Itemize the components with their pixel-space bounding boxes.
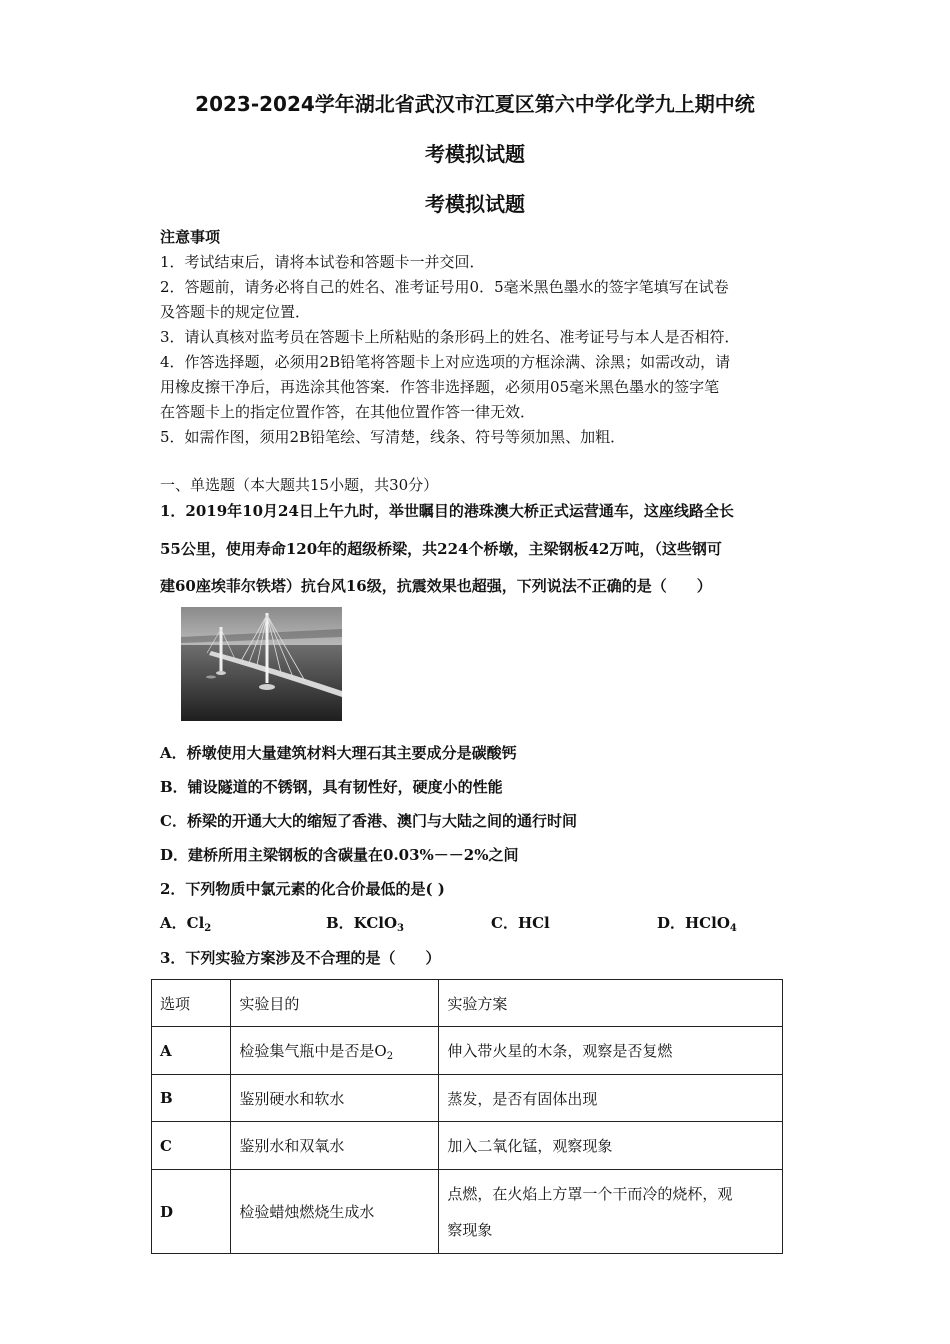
section-heading: 一、单选题（本大题共15小题，共30分） — [160, 476, 439, 494]
q1-option-a: A．桥墩使用大量建筑材料大理石其主要成分是碳酸钙 — [160, 744, 517, 762]
row-plan: 点燃，在火焰上方罩一个干而冷的烧杯，观 察现象 — [439, 1170, 783, 1254]
q2-stem: 2．下列物质中氯元素的化合价最低的是( ) — [160, 880, 445, 898]
row-plan: 加入二氧化锰，观察现象 — [439, 1122, 783, 1170]
row-key: A — [152, 1027, 231, 1075]
row-purpose: 鉴别水和双氧水 — [231, 1122, 439, 1170]
notice-item: 及答题卡的规定位置． — [160, 303, 311, 321]
q2-options — [160, 912, 800, 934]
exam-title-line3: 考模拟试题 — [425, 192, 525, 216]
notice-item: 4．作答选择题，必须用2B铅笔将答题卡上对应选项的方框涂满、涂黑；如需改动，请 — [160, 353, 731, 371]
notice-heading: 注意事项 — [160, 228, 221, 246]
q3-stem: 3．下列实验方案涉及不合理的是（ ） — [160, 949, 441, 967]
table-row — [152, 1075, 783, 1122]
notice-item: 用橡皮擦干净后，再选涂其他答案．作答非选择题，必须用05毫米黑色墨水的签字笔 — [160, 378, 720, 396]
header-option: 选项 — [152, 980, 231, 1027]
q1-stem-line: 55公里，使用寿命120年的超级桥梁，共224个桥墩，主梁钢板42万吨，（这些钢可 — [160, 540, 722, 558]
notice-item: 5．如需作图，须用2B铅笔绘、写清楚，线条、符号等须加黑、加粗． — [160, 428, 626, 446]
q2-option-d: D．HClO$_4$ — [657, 914, 737, 934]
bridge-photo — [181, 607, 342, 721]
exam-title-line1: 2023-2024学年湖北省武汉市江夏区第六中学化学九上期中统 — [195, 92, 755, 116]
row-plan: 蒸发，是否有固体出现 — [439, 1075, 783, 1122]
header-plan: 实验方案 — [439, 980, 783, 1027]
q2-option-b: B．KClO$_3$ — [326, 914, 404, 934]
q1-stem-line: 建60座埃菲尔铁塔）抗台风16级，抗震效果也超强，下列说法不正确的是（ ） — [160, 577, 712, 595]
q1-stem-line: 1．2019年10月24日上午九时，举世瞩目的港珠澳大桥正式运营通车，这座线路全长 — [160, 502, 734, 520]
notice-item: 1．考试结束后，请将本试卷和答题卡一并交回． — [160, 253, 485, 271]
table-row — [152, 1170, 783, 1254]
row-key: C — [152, 1122, 231, 1170]
row-plan: 伸入带火星的木条，观察是否复燃 — [439, 1027, 783, 1075]
experiment-table — [151, 979, 783, 1254]
q1-option-b: B．铺设隧道的不锈钢，具有韧性好，硬度小的性能 — [160, 778, 503, 796]
notice-item: 2．答题前，请务必将自己的姓名、准考证号用0．5毫米黑色墨水的签字笔填写在试卷 — [160, 278, 729, 296]
table-row — [152, 1027, 783, 1075]
table-row — [152, 1122, 783, 1170]
exam-title-line2: 考模拟试题 — [425, 142, 525, 166]
q2-option-c: C．HCl — [491, 914, 550, 932]
notice-item: 3．请认真核对监考员在答题卡上所粘贴的条形码上的姓名、准考证号与本人是否相符． — [160, 328, 740, 346]
header-purpose: 实验目的 — [231, 980, 439, 1027]
row-key: D — [152, 1170, 231, 1254]
q2-option-a: A．$Cl_2$ — [160, 914, 212, 934]
q1-option-c: C．桥梁的开通大大的缩短了香港、澳门与大陆之间的通行时间 — [160, 812, 577, 830]
row-purpose: 检验蜡烛燃烧生成水 — [231, 1170, 439, 1254]
row-purpose: 检验集气瓶中是否是$O_2$ — [231, 1027, 439, 1075]
notice-item: 在答题卡上的指定位置作答，在其他位置作答一律无效． — [160, 403, 536, 421]
q1-option-d: D．建桥所用主梁钢板的含碳量在0.03%－－2%之间 — [160, 846, 519, 864]
row-key: B — [152, 1075, 231, 1122]
table-header-row — [152, 980, 783, 1027]
row-purpose: 鉴别硬水和软水 — [231, 1075, 439, 1122]
